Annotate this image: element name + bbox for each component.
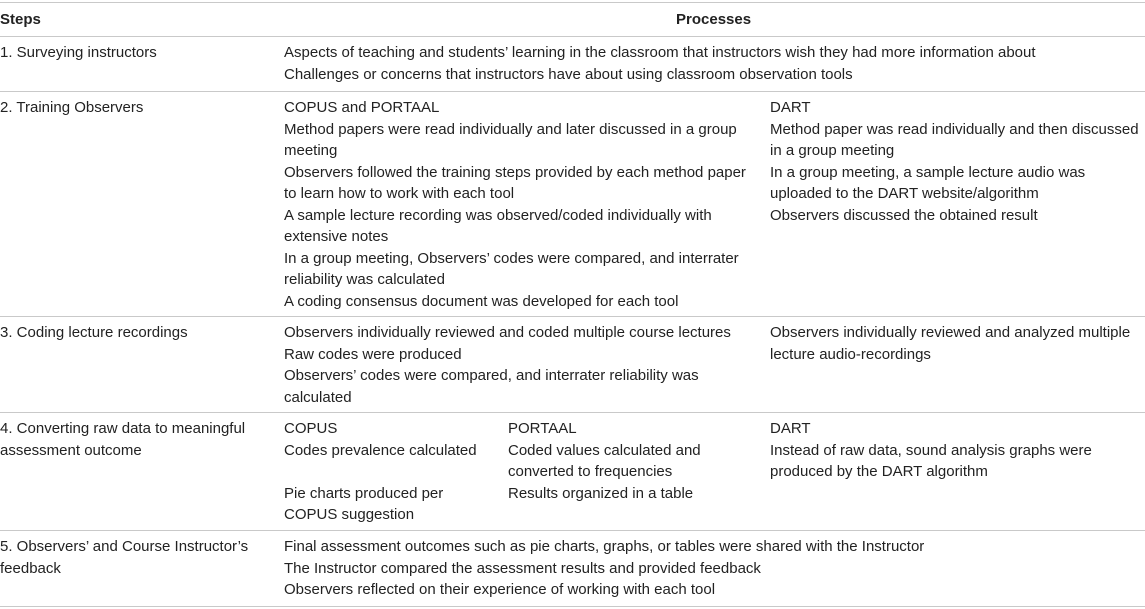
table-rule [0, 2, 1145, 3]
process-line: Coded values calculated and converted to frequencies [508, 441, 701, 480]
copus-cell [284, 418, 484, 526]
process-line: Method paper was read individually and then discussed in a group meeting [770, 120, 1139, 159]
process-cell [284, 42, 1144, 85]
column-title: DART [770, 420, 811, 437]
table-rule [0, 530, 1145, 531]
table-rule [0, 606, 1145, 607]
dart-cell [770, 322, 1145, 365]
table-rule [0, 412, 1145, 413]
process-line: Instead of raw data, sound analysis graphs were produced by the DART algorithm [770, 441, 1092, 480]
column-title: PORTAAL [508, 420, 577, 437]
process-line: In a group meeting, Observers’ codes were compared, and interrater reliability was calculated [284, 249, 739, 288]
process-line: Codes prevalence calculated [284, 441, 477, 459]
column-title: DART [770, 99, 811, 116]
process-line: A sample lecture recording was observed/coded individually with extensive notes [284, 206, 712, 245]
copus-portaal-cell [284, 97, 756, 312]
table-rule [0, 91, 1145, 92]
process-cell [284, 536, 1144, 601]
steps-header: Steps [0, 11, 41, 28]
process-line: Observers reflected on their experience of working with each tool [284, 581, 716, 598]
process-line: In a group meeting, a sample lecture audio was uploaded to the DART website/algorithm [770, 163, 1086, 202]
process-line: Final assessment outcomes such as pie charts, graphs, or tables were shared with the Instructor [284, 538, 925, 555]
process-line: Pie charts produced per COPUS suggestion [284, 484, 444, 523]
portaal-cell [508, 418, 738, 504]
dart-cell [770, 97, 1145, 226]
dart-cell [770, 418, 1142, 483]
processes-header: Processes [676, 11, 752, 28]
process-line: Observers followed the training steps provided by each method paper to learn how to work with each tool [284, 163, 746, 202]
step-label: 3. Coding lecture recordings [0, 324, 188, 341]
process-line: Observers individually reviewed and coded multiple course lectures [284, 324, 731, 341]
step-label: 5. Observers’ and Course Instructor’s feedback [0, 538, 249, 577]
process-line: Method papers were read individually and later discussed in a group meeting [284, 120, 737, 159]
process-line: A coding consensus document was developed for each tool [284, 292, 679, 310]
process-line: Aspects of teaching and students’ learning in the classroom that instructors wish they had more information about [284, 44, 1036, 61]
step-label: 4. Converting raw data to meaningful assessment outcome [0, 420, 246, 459]
process-line: Observers individually reviewed and analyzed multiple lecture audio-recordings [770, 324, 1131, 363]
process-line: The Instructor compared the assessment results and provided feedback [284, 559, 761, 577]
step-label: 1. Surveying instructors [0, 44, 157, 61]
process-line: Observers’ codes were compared, and interrater reliability was calculated [284, 367, 699, 406]
process-line: Raw codes were produced [284, 345, 462, 363]
column-title: COPUS and PORTAAL [284, 99, 440, 116]
copus-portaal-cell [284, 322, 756, 408]
table-rule [0, 316, 1145, 317]
step-label: 2. Training Observers [0, 99, 144, 116]
process-line: Results organized in a table [508, 484, 694, 502]
process-line: Challenges or concerns that instructors have about using classroom observation tools [284, 65, 853, 83]
column-title: COPUS [284, 420, 338, 437]
table-rule [0, 36, 1145, 37]
process-line: Observers discussed the obtained result [770, 206, 1038, 224]
